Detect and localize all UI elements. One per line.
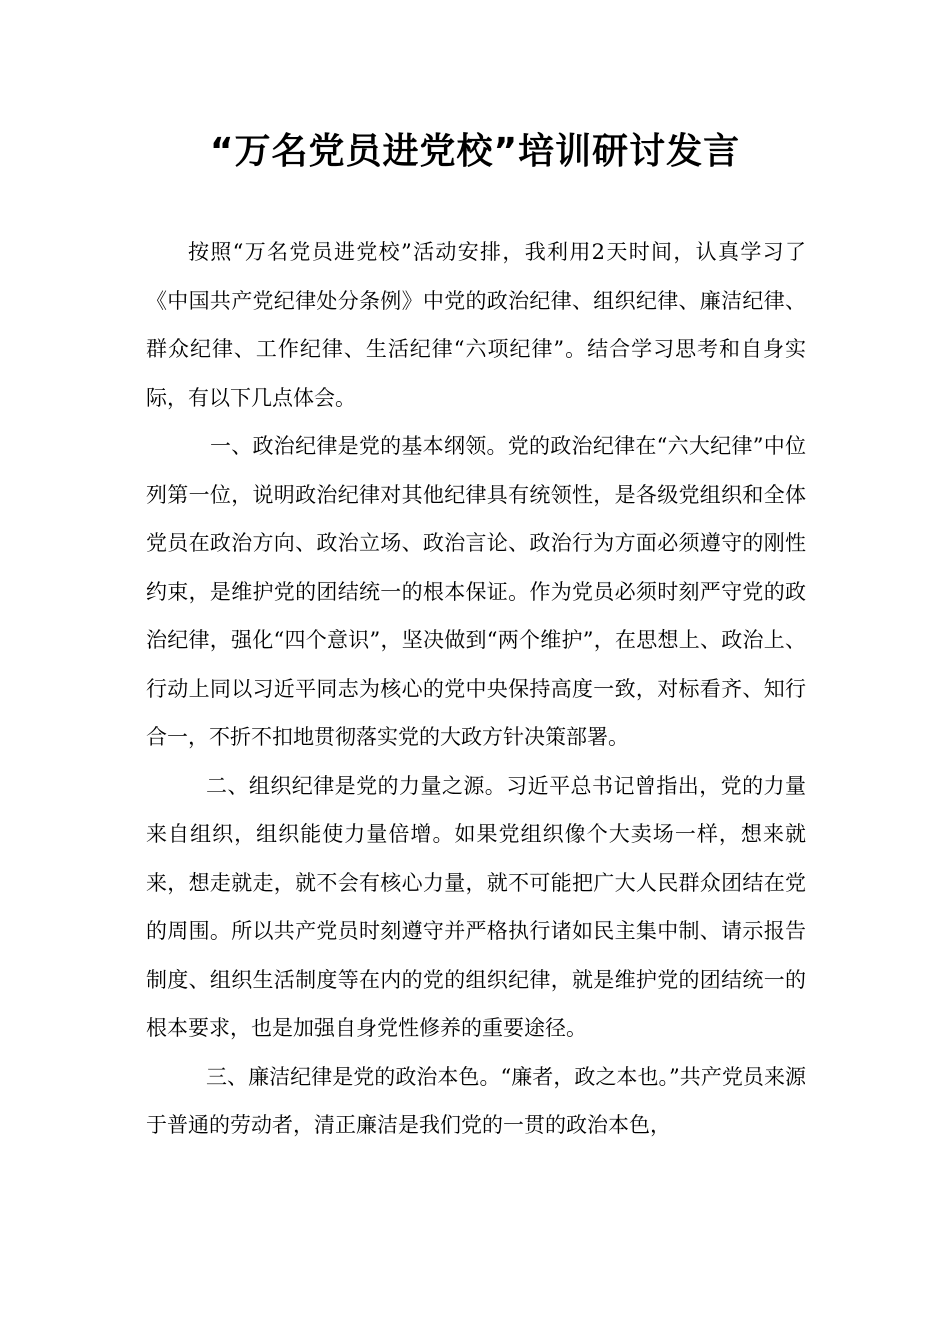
paragraph-integrity-discipline: 三、廉洁纪律是党的政治本色。“廉者，政之本也。”共产党员来源于普通的劳动者，清正廉洁是我们党的一贯的政治本色，	[146, 1064, 806, 1137]
document-body	[146, 228, 806, 1150]
paragraph-political-discipline: 一、政治纪律是党的基本纲领。党的政治纪律在“六大纪律”中位列第一位，说明政治纪律对其他纪律具有统领性，是各级党组织和全体党员在政治方向、政治立场、政治言论、政治行为方面必须遵守的刚性约束，是维护党的团结统一的根本保证。作为党员必须时刻严守党的政治纪律，强化“四个意识”，坚决做到“两个维护”，在思想上、政治上、行动上同以习近平同志为核心的党中央保持高度一致，对标看齐、知行合一，不折不扣地贯彻落实党的大政方针决策部署。	[146, 434, 806, 749]
paragraph-organizational-discipline: 二、组织纪律是党的力量之源。习近平总书记曾指出，党的力量来自组织，组织能使力量倍增。如果党组织像个大卖场一样，想来就来，想走就走，就不会有核心力量，就不可能把广大人民群众团结在党的周围。所以共产党员时刻遵守并严格执行诸如民主集中制、请示报告制度、组织生活制度等在内的党的组织纪律，就是维护党的团结统一的根本要求，也是加强自身党性修养的重要途径。	[146, 773, 806, 1040]
document-title: “万名党员进党校”培训研讨发言	[209, 131, 741, 172]
paragraph-intro: 按照“万名党员进党校”活动安排，我利用2天时间，认真学习了《中国共产党纪律处分条例》中党的政治纪律、组织纪律、廉洁纪律、群众纪律、工作纪律、生活纪律“六项纪律”。结合学习思考和自身实际，有以下几点体会。	[146, 240, 806, 410]
